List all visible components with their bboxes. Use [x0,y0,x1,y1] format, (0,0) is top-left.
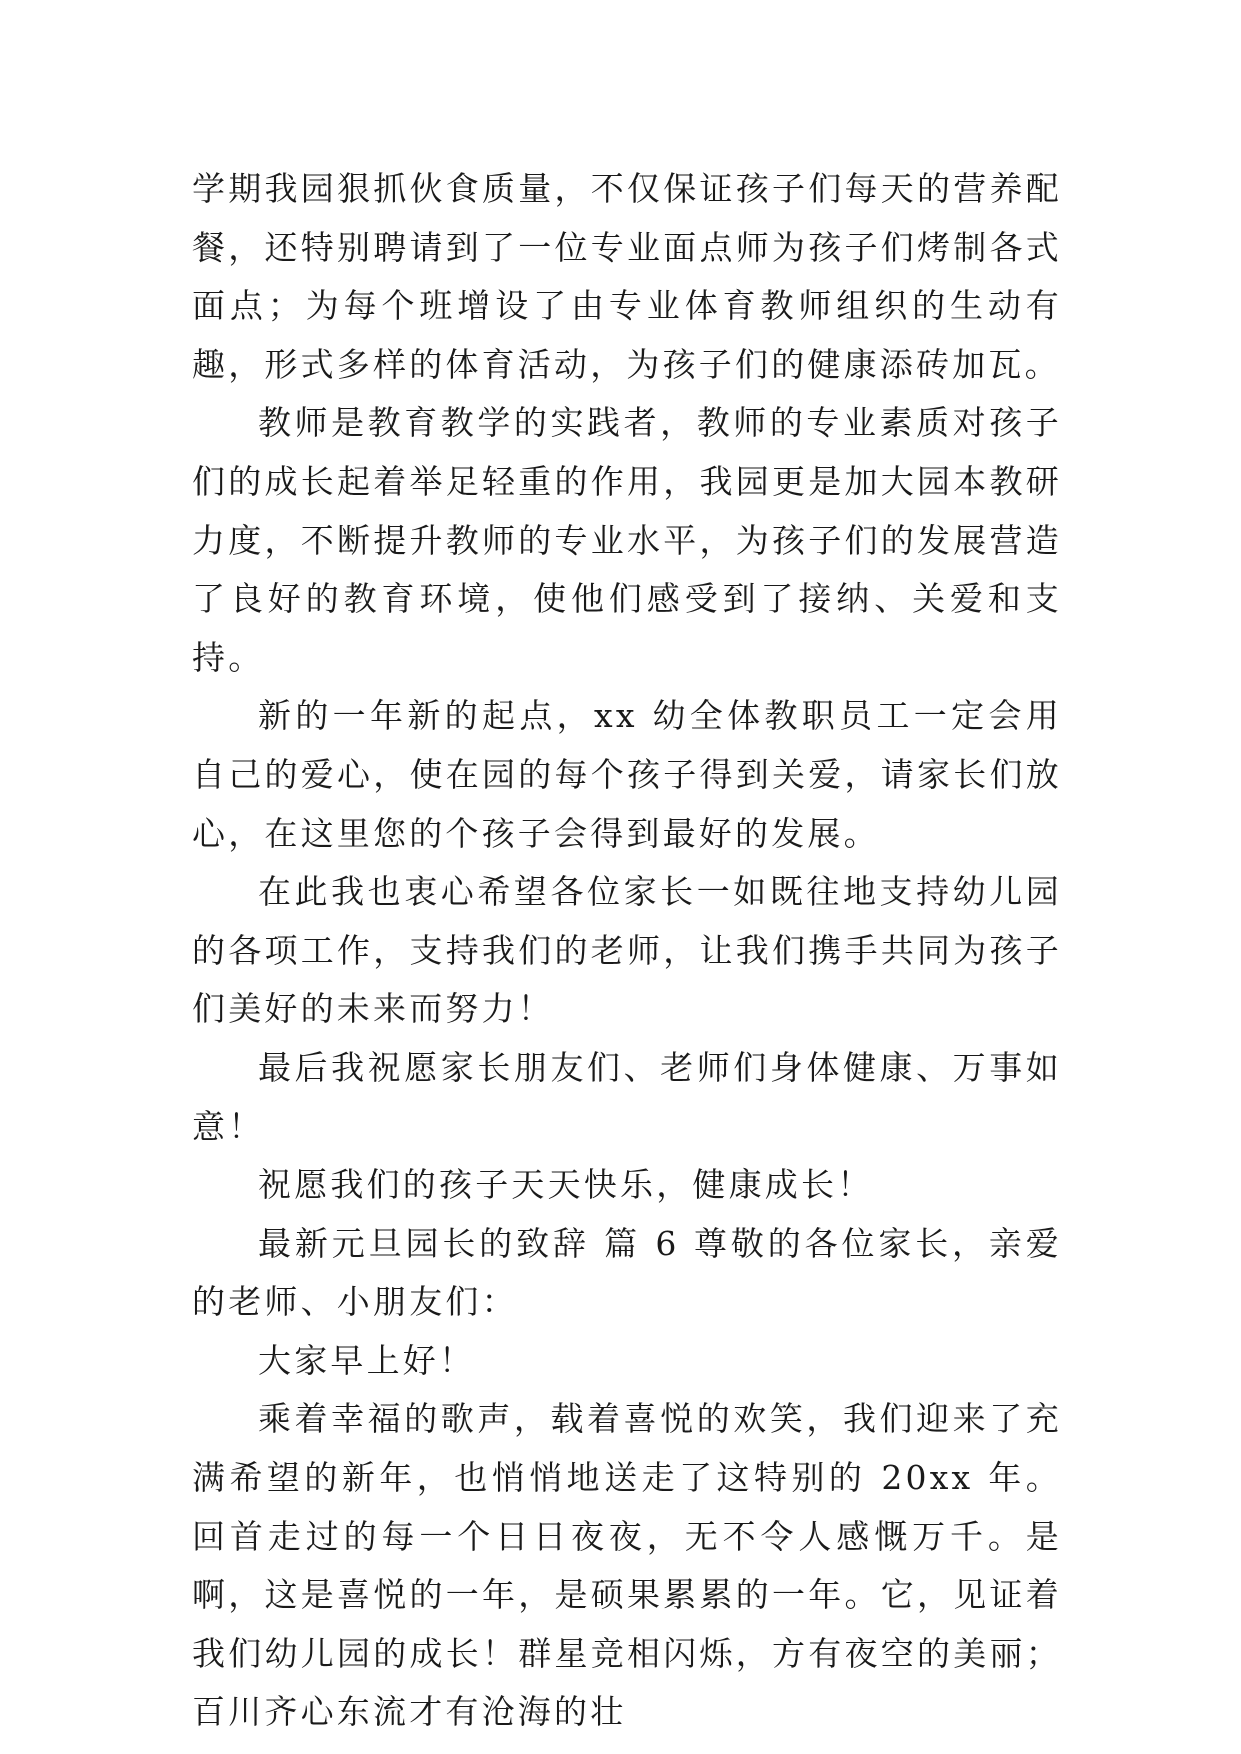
paragraph-1: 学期我园狠抓伙食质量，不仅保证孩子们每天的营养配餐，还特别聘请到了一位专业面点师为孩子们烤制各式面点；为每个班增设了由专业体育教师组织的生动有趣，形式多样的体育活动，为孩子们的健康添砖加瓦。 [192,169,1062,384]
paragraph-9: 乘着幸福的歌声，载着喜悦的欢笑，我们迎来了充满希望的新年，也悄悄地送走了这特别的 20xx 年。回首走过的每一个日日夜夜，无不令人感慨万千。是啊，这是喜悦的一年，是硕果累累的一年。它，见证着我们幼儿园的成长！群星竞相闪烁，方有夜空的美丽；百川齐心东流才有沧海的壮 [192,1399,1062,1732]
paragraph-6: 祝愿我们的孩子天天快乐，健康成长！ [258,1165,874,1205]
paragraph-8: 大家早上好！ [258,1340,476,1380]
paragraph-7: 最新元旦园长的致辞 篇 6 尊敬的各位家长，亲爱的老师、小朋友们： [192,1223,1062,1322]
paragraph-4: 在此我也衷心希望各位家长一如既往地支持幼儿园的各项工作，支持我们的老师，让我们携手共同为孩子们美好的未来而努力！ [192,872,1062,1029]
paragraph-2: 教师是教育教学的实践者，教师的专业素质对孩子们的成长起着举足轻重的作用，我园更是加大园本教研力度，不断提升教师的专业水平，为孩子们的发展营造了良好的教育环境，使他们感受到了接纳、关爱和支持。 [192,403,1062,677]
paragraph-3: 新的一年新的起点，xx 幼全体教职员工一定会用自己的爱心，使在园的每个孩子得到关爱，请家长们放心，在这里您的个孩子会得到最好的发展。 [192,696,1062,853]
paragraph-5: 最后我祝愿家长朋友们、老师们身体健康、万事如意！ [192,1047,1062,1146]
document-body [192,160,1062,1742]
